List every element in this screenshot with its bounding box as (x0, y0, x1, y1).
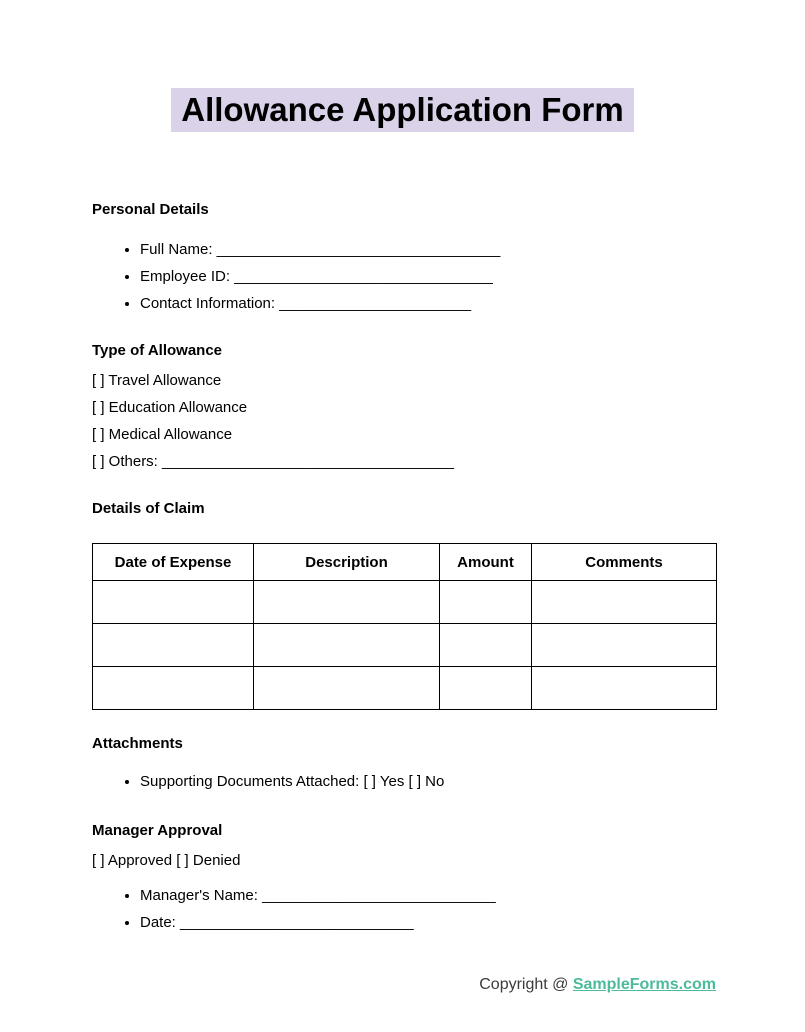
allowance-options (92, 367, 716, 475)
footer (0, 976, 805, 1032)
approval-date-line: • Date: ____________________________ (140, 909, 716, 936)
table-cell-date-of-expense (93, 667, 254, 710)
supporting-documents-line: • Supporting Documents Attached: [ ] Yes [ ] No (140, 768, 716, 795)
copyright-text: Copyright @ (479, 976, 573, 993)
option-education-allowance: [ ] Education Allowance (92, 399, 248, 416)
table-cell-description (254, 624, 440, 667)
table-cell-description (254, 581, 440, 624)
employee-id-line: • Employee ID: _______________________________ (140, 263, 716, 290)
table-cell-comments (532, 581, 717, 624)
claims-table (92, 543, 717, 710)
title-container (0, 0, 805, 132)
option-travel-allowance: [ ] Travel Allowance (92, 372, 222, 389)
manager-name-line: • Manager's Name: ____________________________ (140, 882, 716, 909)
attachments-list (92, 768, 716, 795)
table-header-amount: Amount (440, 544, 532, 581)
page-title: Allowance Application Form (171, 88, 634, 132)
option-others: [ ] Others: ___________________________________ (92, 453, 454, 470)
table-row (93, 667, 717, 710)
table-cell-amount (440, 667, 532, 710)
table-header-description: Description (254, 544, 440, 581)
table-cell-comments (532, 624, 717, 667)
table-header-comments: Comments (532, 544, 717, 581)
table-cell-amount (440, 624, 532, 667)
table-header-date-of-expense: Date of Expense (93, 544, 254, 581)
section-heading-details-of-claim: Details of Claim (92, 500, 205, 517)
contact-information-line: • Contact Information: _______________________ (140, 290, 716, 317)
section-heading-attachments: Attachments (92, 735, 183, 752)
personal-details-list (92, 236, 716, 317)
approval-status-line: [ ] Approved [ ] Denied (92, 852, 241, 869)
table-cell-date-of-expense (93, 624, 254, 667)
table-row (93, 581, 717, 624)
table-row (93, 624, 717, 667)
table-cell-comments (532, 667, 717, 710)
table-cell-date-of-expense (93, 581, 254, 624)
document-body (0, 132, 805, 936)
table-cell-amount (440, 581, 532, 624)
table-header-row (93, 544, 717, 581)
manager-approval-list (92, 882, 716, 936)
full-name-line: • Full Name: __________________________________ (140, 236, 716, 263)
option-medical-allowance: [ ] Medical Allowance (92, 426, 233, 443)
section-heading-personal-details: Personal Details (92, 201, 209, 218)
sampleforms-link[interactable]: SampleForms.com (572, 976, 716, 993)
section-heading-type-of-allowance: Type of Allowance (92, 342, 223, 359)
table-cell-description (254, 667, 440, 710)
section-heading-manager-approval: Manager Approval (92, 822, 223, 839)
